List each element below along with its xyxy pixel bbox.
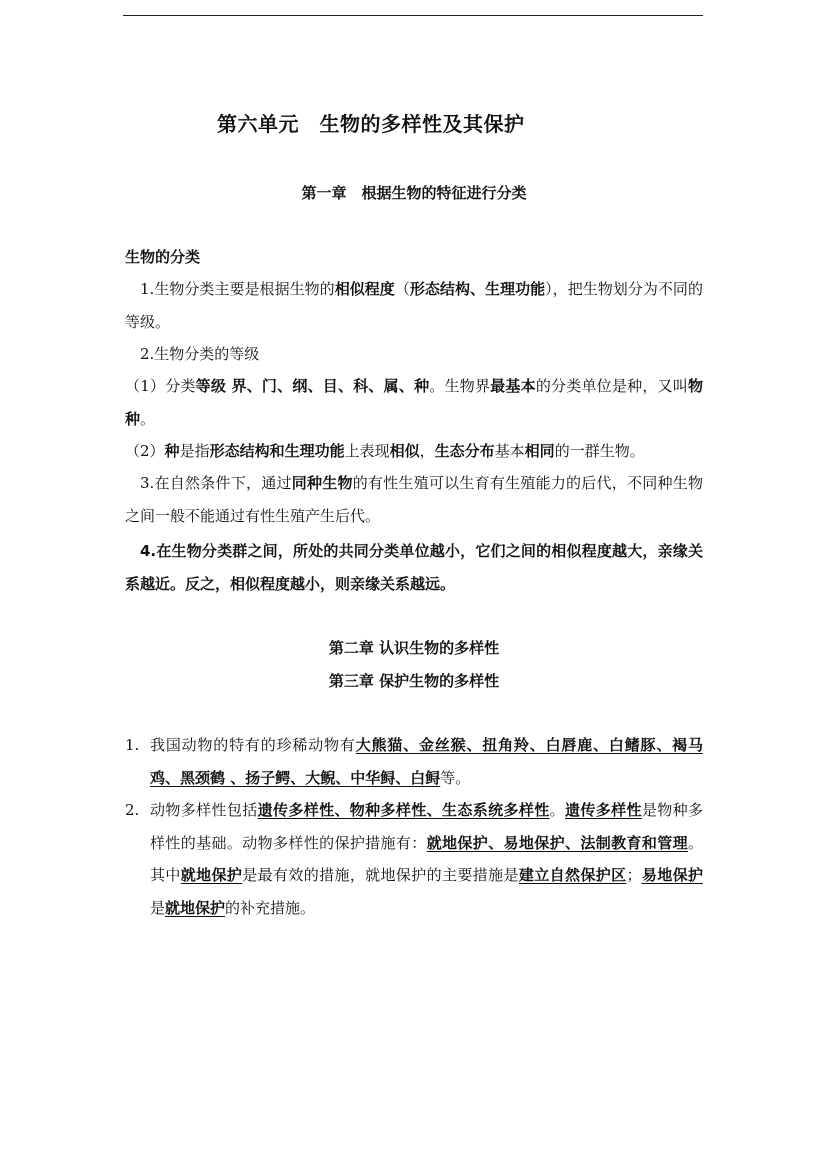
chapter-1-heading: 第一章 根据生物的特征进行分类 <box>301 184 527 202</box>
key-term: 最基本 <box>490 377 536 395</box>
underlined-key-term: 大熊猫、金丝猴、扭角羚、白唇鹿、白鳍豚、褐马鸡、黑颈鹤 、扬子鳄、大鲵、中华鲟、白鲟 <box>150 736 703 787</box>
text-run: 动物多样性包括 <box>150 801 258 819</box>
underlined-key-term: 建立自然保护区 <box>518 866 627 884</box>
underlined-key-term: 易地保护 <box>641 866 703 884</box>
text-run: 1.生物分类主要是根据生物的 <box>140 280 335 298</box>
text-run: 3.在自然条件下，通过 <box>140 474 292 492</box>
key-term: 相似 <box>389 442 420 460</box>
underlined-key-term: 遗传多样性、物种多样性、生态系统多样性 <box>257 801 550 819</box>
underlined-key-term: 就地保护、易地保护、法制教育和管理 <box>426 833 688 852</box>
key-term: 种 <box>164 442 180 460</box>
text-run: 。 <box>549 801 565 819</box>
paragraph-1 <box>125 273 703 338</box>
numbered-list <box>125 729 703 924</box>
key-term: 同种生物 <box>291 474 353 492</box>
key-term: 物种 <box>125 377 703 428</box>
text-run: （1）分类 <box>125 377 196 395</box>
text-run: 的有性生殖可以生育有生殖能力的后代，不同种生物之间一般不能通过有性生殖产生后代。 <box>125 474 703 525</box>
text-run: 。生物界 <box>429 377 491 395</box>
text-run: 我国动物的特有的珍稀动物有 <box>150 736 356 754</box>
text-run: 。其中 <box>150 833 703 884</box>
chapter-2-heading: 第二章 认识生物的多样性 <box>328 639 500 657</box>
list-item <box>125 794 703 924</box>
section-heading: 生物的分类 <box>125 248 201 266</box>
underlined-key-term: 遗传多样性 <box>565 801 642 819</box>
key-term: 形态结构、生理功能 <box>409 280 546 298</box>
text-run: （ <box>394 280 410 298</box>
list-number: 1. <box>125 736 140 754</box>
text-run: 。 <box>140 409 156 428</box>
text-run: 是指 <box>179 442 210 460</box>
key-term: 相同 <box>524 442 555 460</box>
key-statement: 4.在生物分类群之间，所处的共同分类单位越小，它们之间的相似程度越大，亲缘关系越近。反之，相似程度越小，则亲缘关系越远。 <box>125 542 703 593</box>
text-run: 的分类单位是种，又叫 <box>535 377 688 395</box>
paragraph-3 <box>125 370 703 435</box>
text-run: ），把生物划分为不同的等级。 <box>125 280 703 331</box>
text-run: 是物种多样性的基础。动物多样性的保护措施有： <box>150 801 703 852</box>
key-term: 等级 界、门、纲、目、科、属、种 <box>195 377 430 395</box>
text-run: 等。 <box>440 768 471 787</box>
paragraph-2: 2.生物分类的等级 <box>140 345 260 363</box>
underlined-key-term: 就地保护 <box>165 898 226 917</box>
text-run: ； <box>626 866 642 884</box>
text-run: （2） <box>125 442 165 460</box>
text-run: 上表现 <box>344 442 390 460</box>
paragraph-5 <box>125 467 703 532</box>
underlined-key-term: 就地保护 <box>180 866 243 884</box>
text-run: 基本 <box>494 442 525 460</box>
chapter-3-heading: 第三章 保护生物的多样性 <box>328 672 500 690</box>
header-rule <box>123 15 703 16</box>
key-term: 相似程度 <box>334 280 395 298</box>
key-term: 生态分布 <box>434 442 495 460</box>
text-run: 是 <box>150 898 166 917</box>
list-item <box>125 729 703 794</box>
paragraph-4 <box>125 435 703 468</box>
unit-title: 第六单元 生物的多样性及其保护 <box>217 112 525 136</box>
text-run: 是最有效的措施，就地保护的主要措施是 <box>242 866 519 884</box>
text-run: 的补充措施。 <box>225 898 316 917</box>
list-number: 2. <box>125 801 140 819</box>
key-term: 形态结构和生理功能 <box>209 442 345 460</box>
text-run: ， <box>419 442 435 460</box>
text-run: 的一群生物。 <box>554 442 645 460</box>
paragraph-6 <box>125 535 703 600</box>
